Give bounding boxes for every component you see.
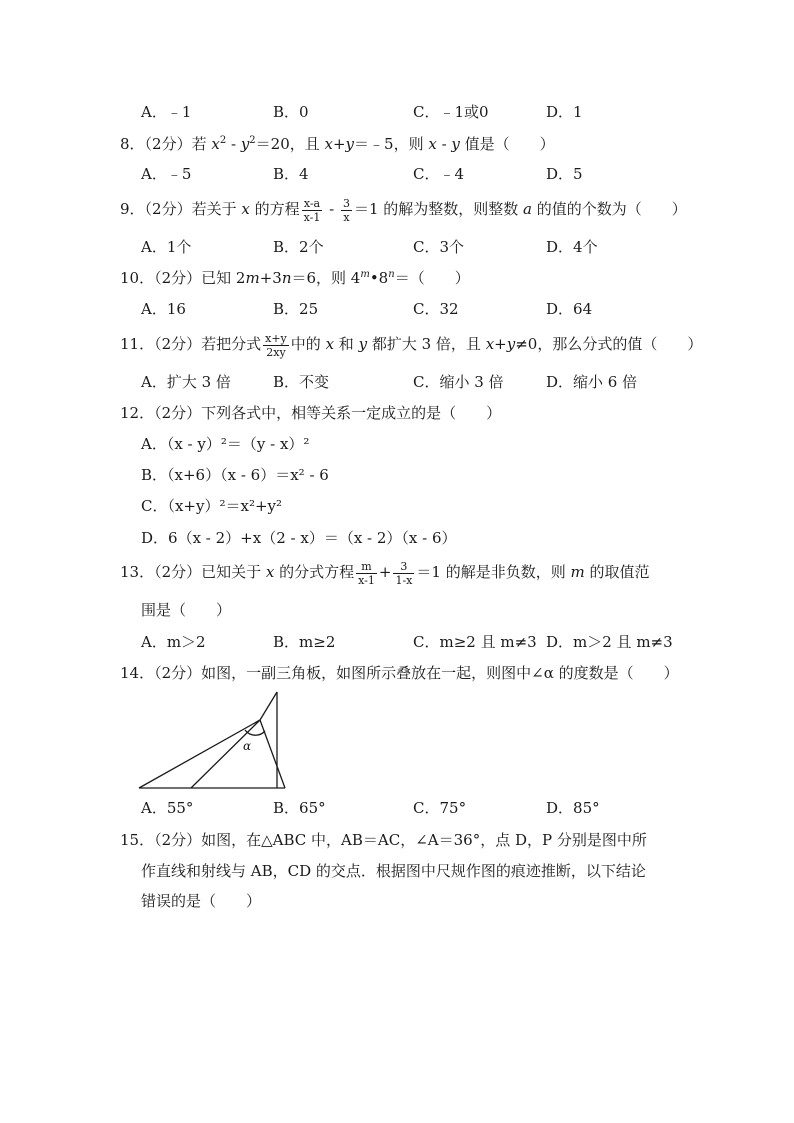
q8-stem: 8．（2分）若 $x^2 - y^2=20$，且 x+y＝﹣5，则 x - y 值是（ ） bbox=[120, 135, 555, 153]
q9-option-d: D．4个 bbox=[546, 238, 598, 256]
q13-option-d: D．m＞2 且 m≠3 bbox=[546, 633, 673, 651]
q14-inner-edge-right bbox=[260, 720, 285, 788]
q14-option-d: D．85° bbox=[546, 799, 600, 817]
q10-option-a: A．16 bbox=[141, 300, 186, 318]
q14-alpha-label: α bbox=[243, 739, 252, 753]
q11-stem: 11．（2分）若把分式 $\frac{x+y}{2xy}$ 中的 x 和 y 都扩大 3 倍，且 x+y≠0，那么分式的值（ ） bbox=[120, 331, 703, 359]
q12-option-b: B．（x+6）（x - 6）＝x² - 6 bbox=[141, 466, 329, 484]
q9-option-a: A．1个 bbox=[141, 238, 192, 256]
q14-option-a: A．55° bbox=[141, 799, 194, 817]
q11-option-b: B．不变 bbox=[273, 373, 330, 391]
q13-fraction-1: $\frac{m}{x-1}$ bbox=[358, 559, 375, 587]
q9-fraction-1: $\frac{x-a}{x-1}$ bbox=[303, 196, 321, 224]
q14-long-hypotenuse bbox=[139, 720, 260, 788]
q11-option-c: C．缩小 3 倍 bbox=[413, 373, 504, 391]
q7-option-a: A．﹣1 bbox=[141, 103, 192, 121]
q14-angle-arc bbox=[245, 730, 265, 735]
q11-option-a: A．扩大 3 倍 bbox=[141, 373, 231, 391]
q11-fraction: $\frac{x+y}{2xy}$ bbox=[265, 331, 287, 359]
q14-option-c: C．75° bbox=[413, 799, 467, 817]
q9-option-b: B．2个 bbox=[273, 238, 324, 256]
q14-triangle-figure bbox=[136, 688, 296, 792]
q8-option-d: D．5 bbox=[546, 165, 583, 183]
q15-stem-line1: 15．（2分）如图，在△ABC 中，AB＝AC，∠A＝36°，点 D，P 分别是图中所 bbox=[120, 831, 647, 849]
q9-fraction-2: $\frac{3}{x}$ bbox=[342, 196, 350, 224]
q12-option-d: D．6（x - 2）+x（2 - x）＝（x - 2）（x - 6） bbox=[141, 529, 457, 547]
q12-option-c: C．（x+y）²＝x²+y² bbox=[141, 497, 283, 515]
q14-option-b: B．65° bbox=[273, 799, 326, 817]
q12-stem: 12．（2分）下列各式中，相等关系一定成立的是（ ） bbox=[120, 404, 502, 422]
q13-stem: 13．（2分）已知关于 x 的分式方程 $\frac{m}{x-1}$ + $\frac{3}{1-x}$ ＝1 的解是非负数，则 m 的取值范 bbox=[120, 559, 650, 587]
q7-option-d: D．1 bbox=[546, 103, 583, 121]
q13-fraction-2: $\frac{3}{1-x}$ bbox=[395, 559, 413, 587]
q12-option-a: A．（x - y）²＝（y - x）² bbox=[141, 435, 310, 453]
q10-option-b: B．25 bbox=[273, 300, 319, 318]
q8-option-c: C．﹣4 bbox=[413, 165, 465, 183]
q15-stem-line3: 错误的是（ ） bbox=[141, 892, 262, 910]
q14-inner-edge-left bbox=[191, 720, 260, 788]
q8-option-b: B．4 bbox=[273, 165, 309, 183]
q13-option-a: A．m＞2 bbox=[141, 633, 206, 651]
q15-stem-line2: 作直线和射线与 AB，CD 的交点．根据图中尺规作图的痕迹推断，以下结论 bbox=[141, 862, 646, 880]
q8-option-a: A．﹣5 bbox=[141, 165, 192, 183]
q9-option-c: C．3个 bbox=[413, 238, 465, 256]
q11-option-d: D．缩小 6 倍 bbox=[546, 373, 638, 391]
q14-stem: 14．（2分）如图，一副三角板，如图所示叠放在一起，则图中∠α 的度数是（ ） bbox=[120, 664, 679, 682]
q10-option-c: C．32 bbox=[413, 300, 459, 318]
q7-option-c: C．﹣1或0 bbox=[413, 103, 489, 121]
q13-stem-line2: 围是（ ） bbox=[141, 601, 232, 619]
q10-stem: 10．（2分）已知 2m+3n＝6，则 $4^m•8^n=$（ ） bbox=[120, 269, 470, 287]
q14-steep-edge bbox=[260, 692, 277, 720]
q7-option-b: B．0 bbox=[273, 103, 309, 121]
q13-option-b: B．m≥2 bbox=[273, 633, 336, 651]
q9-stem: 9．（2分）若关于 x 的方程 $\frac{x-a}{x-1}$ - $\frac{3}{x}$ ＝1 的解为整数，则整数 a 的值的个数为（ ） bbox=[120, 196, 687, 224]
q10-option-d: D．64 bbox=[546, 300, 593, 318]
q13-option-c: C．m≥2 且 m≠3 bbox=[413, 633, 537, 651]
